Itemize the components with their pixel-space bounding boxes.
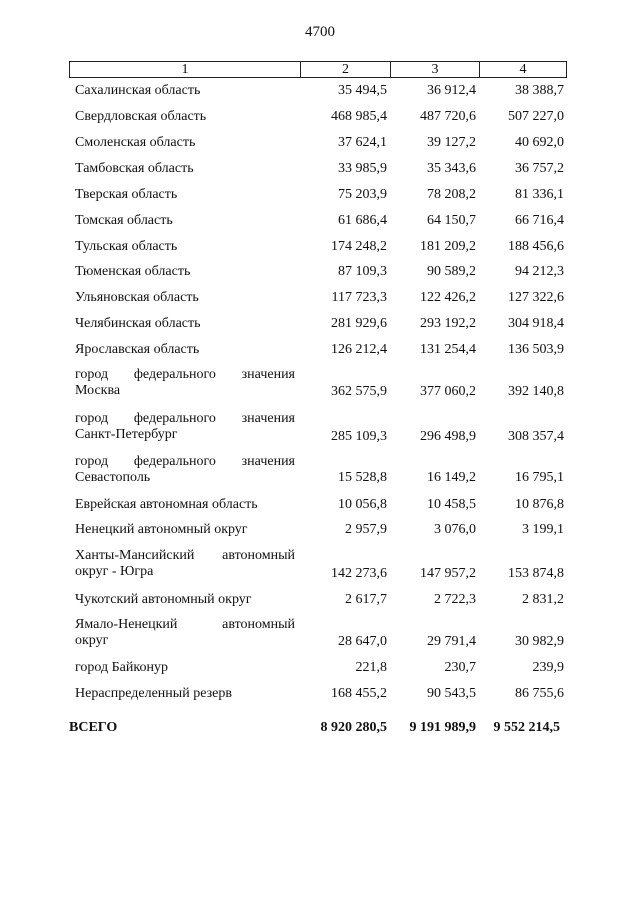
region-name: Ярославская область (75, 342, 200, 357)
value-col-3: 2 722,3 (434, 592, 476, 607)
value-col-4: 153 874,8 (508, 566, 564, 581)
value-col-4: 66 716,4 (515, 213, 564, 228)
value-col-2: 33 985,9 (338, 161, 387, 176)
region-name: Смоленская область (75, 135, 196, 150)
region-name: Ненецкий автономный округ (75, 522, 248, 537)
value-col-4: 239,9 (532, 660, 564, 675)
value-col-2: 142 273,6 (331, 566, 387, 581)
region-name: Томская область (75, 213, 173, 228)
value-col-4: 308 357,4 (508, 429, 564, 444)
value-col-4: 38 388,7 (515, 83, 564, 98)
value-col-3: 39 127,2 (427, 135, 476, 150)
total-col-2: 8 920 280,5 (320, 720, 387, 735)
value-col-2: 468 985,4 (331, 109, 387, 124)
value-col-2: 2 957,9 (345, 522, 387, 537)
value-col-2: 117 723,3 (331, 290, 387, 305)
value-col-2: 15 528,8 (338, 470, 387, 485)
region-name: Нераспределенный резерв (75, 686, 232, 701)
region-name: Чукотский автономный округ (75, 592, 252, 607)
value-col-3: 230,7 (444, 660, 476, 675)
value-col-2: 61 686,4 (338, 213, 387, 228)
value-col-2: 281 929,6 (331, 316, 387, 331)
value-col-4: 304 918,4 (508, 316, 564, 331)
total-col-3: 9 191 989,9 (409, 720, 476, 735)
value-col-4: 507 227,0 (508, 109, 564, 124)
value-col-2: 285 109,3 (331, 429, 387, 444)
region-name: город федерального значения Москва (75, 367, 295, 398)
value-col-4: 3 199,1 (522, 522, 564, 537)
total-label: ВСЕГО (69, 720, 118, 735)
value-col-3: 131 254,4 (420, 342, 476, 357)
header-col-1: 1 (70, 62, 301, 77)
header-col-4: 4 (519, 62, 527, 77)
header-col-2: 2 (301, 62, 391, 77)
value-col-3: 296 498,9 (420, 429, 476, 444)
value-col-4: 16 795,1 (515, 470, 564, 485)
region-name: Ульяновская область (75, 290, 199, 305)
value-col-2: 28 647,0 (338, 634, 387, 649)
value-col-4: 94 212,3 (515, 264, 564, 279)
value-col-4: 2 831,2 (522, 592, 564, 607)
value-col-4: 136 503,9 (508, 342, 564, 357)
page-number: 4700 (305, 24, 335, 40)
value-col-4: 188 456,6 (508, 239, 564, 254)
value-col-2: 87 109,3 (338, 264, 387, 279)
table-header (69, 61, 567, 78)
value-col-2: 37 624,1 (338, 135, 387, 150)
region-name: Челябинская область (75, 316, 201, 331)
region-name: Еврейская автономная область (75, 497, 258, 512)
value-col-3: 147 957,2 (420, 566, 476, 581)
region-name: Тверская область (75, 187, 178, 202)
value-col-4: 40 692,0 (515, 135, 564, 150)
value-col-2: 221,8 (355, 660, 387, 675)
value-col-4: 86 755,6 (515, 686, 564, 701)
total-col-4: 9 552 214,5 (493, 720, 560, 735)
value-col-3: 16 149,2 (427, 470, 476, 485)
region-name: Ямало-Ненецкий автономный округ (75, 617, 295, 648)
region-name: город Байконур (75, 660, 168, 675)
value-col-3: 487 720,6 (420, 109, 476, 124)
value-col-3: 122 426,2 (420, 290, 476, 305)
region-name: Сахалинская область (75, 83, 201, 98)
value-col-3: 3 076,0 (434, 522, 476, 537)
value-col-2: 35 494,5 (338, 83, 387, 98)
value-col-2: 362 575,9 (331, 384, 387, 399)
value-col-3: 10 458,5 (427, 497, 476, 512)
header-col-3: 3 (391, 62, 480, 77)
value-col-2: 2 617,7 (345, 592, 387, 607)
value-col-3: 90 543,5 (427, 686, 476, 701)
value-col-4: 127 322,6 (508, 290, 564, 305)
value-col-3: 29 791,4 (427, 634, 476, 649)
region-name: Свердловская область (75, 109, 207, 124)
region-name: Тульская область (75, 239, 178, 254)
value-col-3: 293 192,2 (420, 316, 476, 331)
region-name: город федерального значения Санкт-Петербург (75, 411, 295, 442)
region-name: Тюменская область (75, 264, 191, 279)
value-col-3: 78 208,2 (427, 187, 476, 202)
value-col-4: 81 336,1 (515, 187, 564, 202)
value-col-2: 168 455,2 (331, 686, 387, 701)
value-col-3: 64 150,7 (427, 213, 476, 228)
value-col-4: 392 140,8 (508, 384, 564, 399)
region-name: город федерального значения Севастополь (75, 454, 295, 485)
value-col-3: 90 589,2 (427, 264, 476, 279)
value-col-3: 181 209,2 (420, 239, 476, 254)
value-col-2: 75 203,9 (338, 187, 387, 202)
value-col-3: 36 912,4 (427, 83, 476, 98)
value-col-2: 174 248,2 (331, 239, 387, 254)
value-col-2: 126 212,4 (331, 342, 387, 357)
region-name: Ханты-Мансийский автономный округ - Югра (75, 548, 295, 579)
value-col-4: 10 876,8 (515, 497, 564, 512)
value-col-4: 30 982,9 (515, 634, 564, 649)
value-col-2: 10 056,8 (338, 497, 387, 512)
value-col-4: 36 757,2 (515, 161, 564, 176)
value-col-3: 377 060,2 (420, 384, 476, 399)
region-name: Тамбовская область (75, 161, 194, 176)
value-col-3: 35 343,6 (427, 161, 476, 176)
